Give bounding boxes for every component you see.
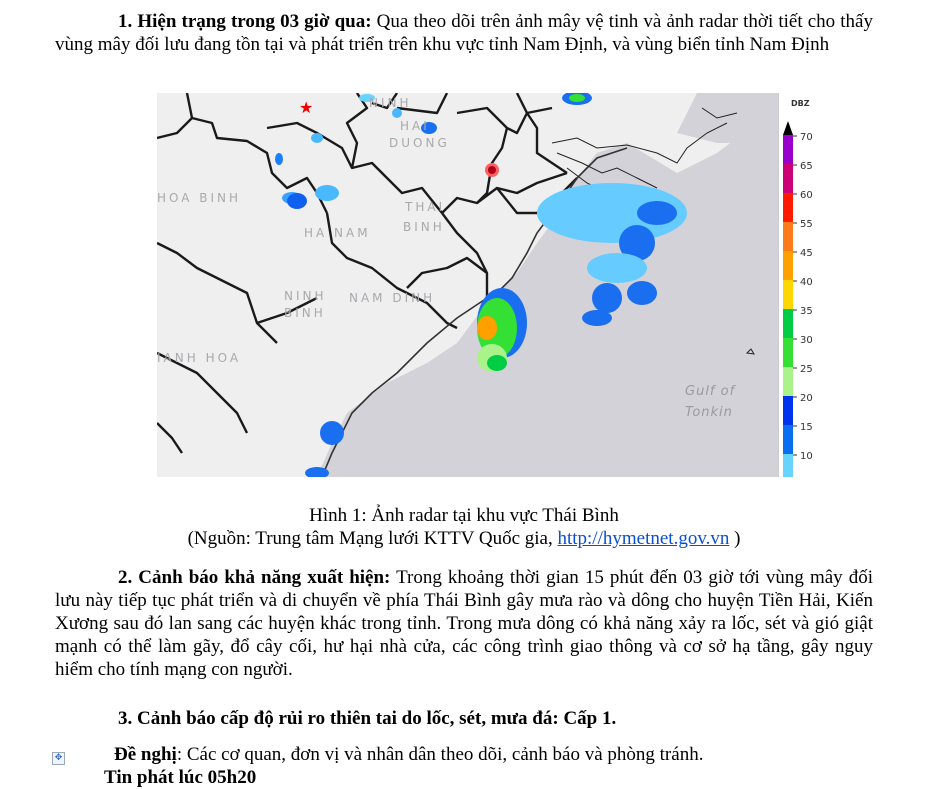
legend-color-band: [783, 425, 793, 454]
recommendation-label: Đề nghị: [114, 744, 177, 765]
label-ninh: NINH: [369, 96, 412, 110]
label-ninh-binh-1: NINH: [284, 289, 327, 303]
legend-color-band: [783, 251, 793, 280]
recommendation-body: : Các cơ quan, đơn vị và nhân dân theo dõi, cảnh báo và phòng tránh.: [176, 744, 704, 765]
section-1-heading: 1. Hiện trạng trong 03 giờ qua:: [118, 11, 372, 32]
legend-color-band: [783, 454, 793, 477]
label-gulf-line-2: Tonkin: [685, 405, 733, 420]
label-gulf-of-tonkin: [685, 381, 735, 423]
figure-source: [55, 527, 873, 550]
figure-caption: Hình 1: Ảnh radar tại khu vực Thái Bình: [309, 505, 619, 526]
source-link[interactable]: http://hymetnet.gov.vn: [557, 528, 730, 549]
label-ninh-binh-2: BINH: [284, 306, 326, 320]
legend-color-band: [783, 280, 793, 309]
label-hai: HAI: [400, 119, 430, 133]
section-2-body: Trong khoảng thời gian 15 phút đến 03 giờ tới vùng mây đối lưu này tiếp tục phát triển và di chuyển về phía Thái Bình gây mưa rào và dông cho huyện Tiền Hải, Kiến Xương sau đó lan sang các huyện khác trong tỉnh. Trong mưa dông có khả năng xảy ra lốc, sét và gió giật mạnh có thể làm gãy, đổ cây cối, hư hại nhà cửa, các công trình giao thông và cơ sở hạ tầng, gây nguy hiểm cho tính mạng con người.: [55, 567, 873, 680]
label-duong: DUONG: [389, 136, 450, 150]
legend-color-band: [783, 222, 793, 251]
source-prefix: (Nguồn: Trung tâm Mạng lưới KTTV Quốc gia,: [187, 528, 558, 549]
label-binh: BINH: [403, 220, 445, 234]
legend-color-band: [783, 135, 793, 164]
section-2-paragraph: [55, 566, 873, 681]
legend-color-band: [783, 193, 793, 222]
legend-max-arrow: [783, 121, 793, 135]
dbz-legend: [778, 93, 827, 477]
legend-tick-label: 65: [800, 161, 813, 172]
table-move-handle-icon[interactable]: ✥: [52, 752, 65, 765]
label-thanh-hoa: IANH HOA: [157, 351, 242, 365]
legend-tick-label: 70: [800, 132, 813, 143]
legend-color-band: [783, 396, 793, 425]
legend-tick-label: 45: [800, 248, 813, 259]
legend-tick-label: 35: [800, 306, 813, 317]
issued-time: Tin phát lúc 05h20: [104, 767, 257, 788]
legend-colorbar: [779, 93, 827, 477]
source-suffix: ): [729, 528, 741, 549]
label-nam-dinh: NAM DINH: [349, 291, 436, 305]
legend-tick-label: 10: [800, 451, 813, 462]
legend-tick-label: 40: [800, 277, 813, 288]
radar-map-image: [157, 93, 827, 477]
legend-tick-label: 20: [800, 393, 813, 404]
legend-tick-label: 55: [800, 219, 813, 230]
legend-color-band: [783, 164, 793, 193]
section-2-heading: 2. Cảnh báo khả năng xuất hiện:: [118, 567, 391, 588]
legend-unit: DBZ: [791, 99, 810, 108]
recommendation-paragraph: [114, 743, 874, 766]
legend-color-band: [783, 309, 793, 338]
legend-tick-label: 25: [800, 364, 813, 375]
section-3-heading: 3. Cảnh báo cấp độ rủi ro thiên tai do lốc, sét, mưa đá: Cấp 1.: [118, 708, 617, 729]
legend-color-band: [783, 338, 793, 367]
legend-tick-label: 15: [800, 422, 813, 433]
legend-tick-label: 30: [800, 335, 813, 346]
label-gulf-line-1: Gulf of: [685, 384, 736, 399]
label-hoa-binh: HOA BINH: [157, 191, 242, 205]
legend-tick-label: 60: [800, 190, 813, 201]
label-ha-nam: HA NAM: [304, 226, 371, 240]
section-1-body: Qua theo dõi trên ảnh mây vệ tinh và ảnh radar thời tiết cho thấy vùng mây đối lưu đang tồn tại và phát triển trên khu vực tỉnh Nam Định, và vùng biển tỉnh Nam Định: [55, 11, 873, 55]
label-thai: THAI: [405, 200, 446, 214]
section-1-paragraph: [55, 10, 873, 56]
capital-star-icon: ★: [299, 98, 314, 117]
legend-color-band: [783, 367, 793, 396]
